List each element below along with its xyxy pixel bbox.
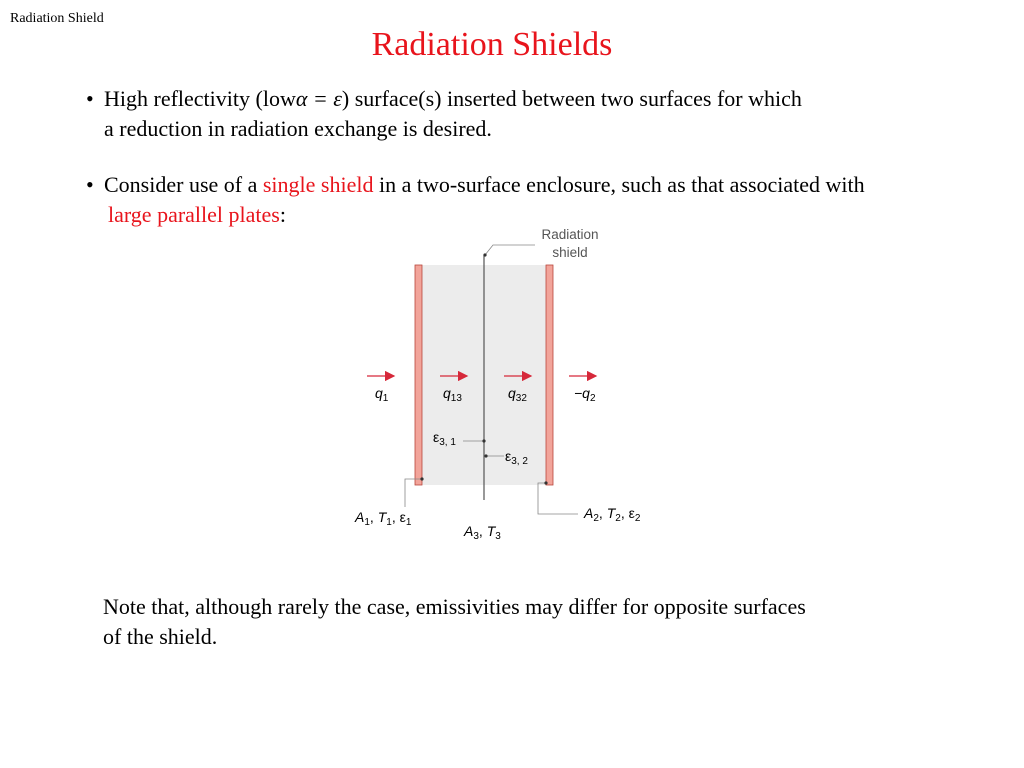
bullet-text: Consider use of a (104, 172, 263, 197)
note-line1: Note that, although rarely the case, emissivities may differ for opposite surfaces (103, 594, 806, 619)
plate-2 (546, 265, 553, 485)
highlight-single-shield: single shield (262, 172, 374, 197)
shield-leader-line (485, 245, 535, 255)
bullet-marker: • (86, 86, 94, 111)
label-eps32: $\varepsilon_{3, 2}$ (505, 448, 528, 467)
label-q2: $-q_2$ (574, 385, 596, 404)
label-q32: $q_{32}$ (508, 385, 527, 404)
shield-note (103, 592, 943, 652)
bullet-text: in a two-surface enclosure, such as that associated with (373, 172, 865, 197)
leader-dot (484, 454, 487, 457)
leader-dot (544, 481, 547, 484)
label-q1: $q_1$ (375, 385, 389, 404)
math-alpha-equals-epsilon: α = ε (295, 86, 342, 111)
label-surface1: $A_1$, $T_1$, $\varepsilon_1$ (355, 509, 412, 528)
slide-title: Radiation Shields (371, 26, 613, 63)
bullet-text: High reflectivity (low (104, 86, 296, 111)
note-line2: of the shield. (103, 624, 218, 649)
label-surface2: $A_2$, $T_2$, $\varepsilon_2$ (584, 505, 641, 524)
bullet-reflectivity (86, 84, 802, 144)
radiation-shield-diagram (330, 220, 680, 550)
shield-label: Radiation (541, 227, 599, 242)
highlight-parallel-plates: large parallel plates (108, 202, 280, 227)
surface2-leader (538, 483, 578, 514)
bullet-marker: • (86, 172, 94, 197)
bullet-text-line2: a reduction in radiation exchange is desired. (104, 116, 492, 141)
leader-dot (483, 253, 486, 256)
label-surface3: $A_3$, $T_3$ (464, 523, 501, 542)
leader-dot (420, 477, 423, 480)
label-q13: $q_{13}$ (443, 385, 462, 404)
leader-dot (482, 439, 485, 442)
label-eps31: $\varepsilon_{3, 1}$ (433, 429, 456, 448)
shield-label: shield (552, 245, 588, 260)
plate-1 (415, 265, 422, 485)
bullet-text: ) surface(s) inserted between two surfaces for which (341, 86, 802, 111)
bullet-text: : (279, 202, 286, 227)
slide-header-label: Radiation Shield (10, 11, 104, 26)
